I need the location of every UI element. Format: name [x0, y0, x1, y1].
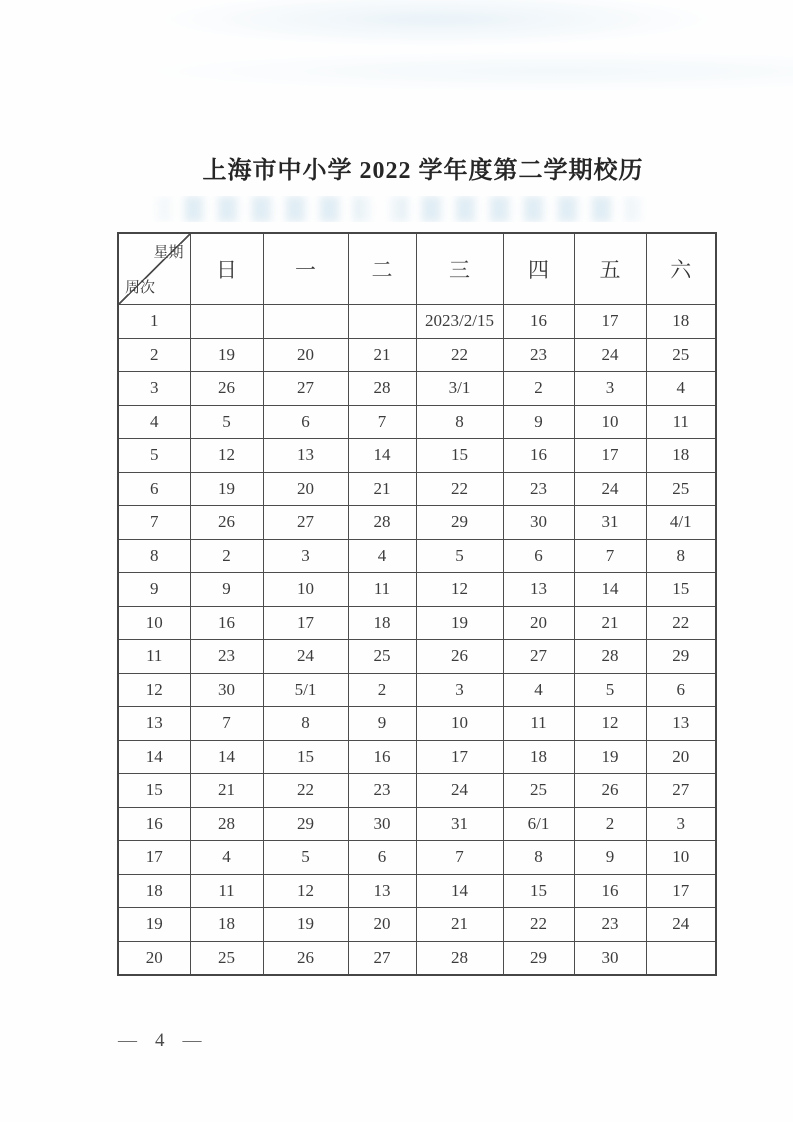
- date-cell: 24: [646, 908, 716, 942]
- date-cell: 8: [416, 405, 503, 439]
- date-cell: 6: [348, 841, 416, 875]
- week-number-cell: 1: [118, 305, 190, 339]
- date-cell: 16: [503, 305, 574, 339]
- date-cell: 14: [348, 439, 416, 473]
- date-cell: 26: [190, 372, 263, 406]
- date-cell: 15: [416, 439, 503, 473]
- date-cell: 5: [263, 841, 348, 875]
- date-cell: 10: [574, 405, 646, 439]
- table-row: [118, 506, 716, 540]
- week-number-cell: 15: [118, 774, 190, 808]
- week-number-cell: 8: [118, 539, 190, 573]
- week-number-cell: 14: [118, 740, 190, 774]
- date-cell: 6: [503, 539, 574, 573]
- date-cell: 28: [190, 807, 263, 841]
- date-cell: 4: [646, 372, 716, 406]
- date-cell: 14: [574, 573, 646, 607]
- table-row: [118, 439, 716, 473]
- date-cell: 17: [263, 606, 348, 640]
- date-cell: 14: [190, 740, 263, 774]
- date-cell: 11: [348, 573, 416, 607]
- date-cell: 20: [646, 740, 716, 774]
- date-cell: 31: [574, 506, 646, 540]
- date-cell: 19: [190, 338, 263, 372]
- week-number-cell: 4: [118, 405, 190, 439]
- date-cell: 30: [190, 673, 263, 707]
- corner-label-weekday: 星期: [153, 245, 184, 261]
- date-cell: 8: [263, 707, 348, 741]
- week-number-cell: 2: [118, 338, 190, 372]
- date-cell: 3: [646, 807, 716, 841]
- day-header-cell: 二: [348, 233, 416, 305]
- footer-right-dash: —: [182, 1030, 202, 1051]
- date-cell: 7: [348, 405, 416, 439]
- week-number-cell: 3: [118, 372, 190, 406]
- table-row: [118, 941, 716, 975]
- date-cell: 30: [574, 941, 646, 975]
- table-row: [118, 841, 716, 875]
- table-row: [118, 707, 716, 741]
- table-row: [118, 573, 716, 607]
- date-cell: 23: [348, 774, 416, 808]
- week-number-cell: 10: [118, 606, 190, 640]
- date-cell: 7: [190, 707, 263, 741]
- date-cell: 23: [503, 472, 574, 506]
- corner-label-weeknum: 周次: [125, 280, 156, 296]
- date-cell: 2: [503, 372, 574, 406]
- table-row: [118, 405, 716, 439]
- date-cell: 27: [348, 941, 416, 975]
- date-cell: 8: [503, 841, 574, 875]
- date-cell: 9: [348, 707, 416, 741]
- week-number-cell: 18: [118, 874, 190, 908]
- date-cell: 16: [190, 606, 263, 640]
- date-cell: 15: [503, 874, 574, 908]
- week-number-cell: 12: [118, 673, 190, 707]
- date-cell: 20: [503, 606, 574, 640]
- week-number-cell: 11: [118, 640, 190, 674]
- day-header-cell: 一: [263, 233, 348, 305]
- date-cell: 9: [503, 405, 574, 439]
- table-row: [118, 774, 716, 808]
- date-cell: 15: [263, 740, 348, 774]
- date-cell: 20: [348, 908, 416, 942]
- table-row: [118, 640, 716, 674]
- date-cell: 9: [190, 573, 263, 607]
- date-cell: 4: [348, 539, 416, 573]
- date-cell: 2: [574, 807, 646, 841]
- date-cell: 24: [574, 338, 646, 372]
- date-cell: 20: [263, 338, 348, 372]
- date-cell: 23: [574, 908, 646, 942]
- date-cell: 6: [263, 405, 348, 439]
- week-number-cell: 19: [118, 908, 190, 942]
- date-cell: 12: [574, 707, 646, 741]
- date-cell: 4: [503, 673, 574, 707]
- day-header-cell: 四: [503, 233, 574, 305]
- date-cell: 28: [574, 640, 646, 674]
- date-cell: 28: [416, 941, 503, 975]
- date-cell: 14: [416, 874, 503, 908]
- date-cell: 17: [574, 439, 646, 473]
- date-cell: 24: [263, 640, 348, 674]
- date-cell: 12: [190, 439, 263, 473]
- date-cell: 10: [416, 707, 503, 741]
- date-cell: 22: [503, 908, 574, 942]
- date-cell: 19: [574, 740, 646, 774]
- date-cell: 26: [263, 941, 348, 975]
- date-cell: 5: [574, 673, 646, 707]
- date-cell: 5: [190, 405, 263, 439]
- date-cell: [263, 305, 348, 339]
- date-cell: 13: [646, 707, 716, 741]
- week-number-cell: 20: [118, 941, 190, 975]
- table-row: [118, 539, 716, 573]
- date-cell: 26: [190, 506, 263, 540]
- page-footer: [118, 1030, 202, 1052]
- date-cell: [190, 305, 263, 339]
- date-cell: 21: [348, 472, 416, 506]
- date-cell: 13: [348, 874, 416, 908]
- date-cell: 22: [416, 338, 503, 372]
- date-cell: 27: [263, 372, 348, 406]
- date-cell: 22: [263, 774, 348, 808]
- date-cell: 7: [416, 841, 503, 875]
- date-cell: 22: [646, 606, 716, 640]
- footer-page-number: 4: [155, 1030, 165, 1051]
- bleed-through-artifact: [150, 196, 650, 222]
- date-cell: 25: [646, 338, 716, 372]
- table-row: [118, 472, 716, 506]
- date-cell: 30: [503, 506, 574, 540]
- date-cell: 15: [646, 573, 716, 607]
- date-cell: 4/1: [646, 506, 716, 540]
- day-header-cell: 五: [574, 233, 646, 305]
- date-cell: 10: [263, 573, 348, 607]
- table-row: [118, 606, 716, 640]
- page-title: 上海市中小学 2022 学年度第二学期校历: [202, 158, 644, 184]
- date-cell: 18: [190, 908, 263, 942]
- date-cell: 27: [263, 506, 348, 540]
- date-cell: 6: [646, 673, 716, 707]
- date-cell: 3/1: [416, 372, 503, 406]
- date-cell: 21: [574, 606, 646, 640]
- date-cell: 12: [416, 573, 503, 607]
- day-header-cell: 三: [416, 233, 503, 305]
- date-cell: 11: [503, 707, 574, 741]
- date-cell: 11: [646, 405, 716, 439]
- date-cell: 8: [646, 539, 716, 573]
- date-cell: 24: [416, 774, 503, 808]
- week-number-cell: 9: [118, 573, 190, 607]
- week-number-cell: 16: [118, 807, 190, 841]
- date-cell: 27: [646, 774, 716, 808]
- date-cell: 23: [503, 338, 574, 372]
- table-row: [118, 874, 716, 908]
- date-cell: 17: [646, 874, 716, 908]
- date-cell: 31: [416, 807, 503, 841]
- date-cell: 27: [503, 640, 574, 674]
- week-number-cell: 13: [118, 707, 190, 741]
- date-cell: 29: [503, 941, 574, 975]
- date-cell: 25: [503, 774, 574, 808]
- date-cell: 29: [416, 506, 503, 540]
- date-cell: 21: [190, 774, 263, 808]
- date-cell: 28: [348, 372, 416, 406]
- date-cell: 19: [416, 606, 503, 640]
- week-number-cell: 5: [118, 439, 190, 473]
- date-cell: 4: [190, 841, 263, 875]
- date-cell: 26: [574, 774, 646, 808]
- date-cell: 18: [348, 606, 416, 640]
- week-number-cell: 7: [118, 506, 190, 540]
- corner-cell: [118, 233, 190, 305]
- date-cell: 5/1: [263, 673, 348, 707]
- date-cell: 13: [263, 439, 348, 473]
- date-cell: 19: [263, 908, 348, 942]
- date-cell: 5: [416, 539, 503, 573]
- date-cell: 25: [646, 472, 716, 506]
- date-cell: 29: [646, 640, 716, 674]
- date-cell: 18: [646, 305, 716, 339]
- date-cell: 16: [503, 439, 574, 473]
- date-cell: 22: [416, 472, 503, 506]
- calendar-table: [117, 232, 717, 976]
- date-cell: 20: [263, 472, 348, 506]
- date-cell: 11: [190, 874, 263, 908]
- table-row: [118, 673, 716, 707]
- date-cell: 24: [574, 472, 646, 506]
- date-cell: 13: [503, 573, 574, 607]
- date-cell: 21: [416, 908, 503, 942]
- date-cell: 28: [348, 506, 416, 540]
- date-cell: 17: [574, 305, 646, 339]
- table-row: [118, 908, 716, 942]
- date-cell: 10: [646, 841, 716, 875]
- date-cell: 6/1: [503, 807, 574, 841]
- day-header-cell: 六: [646, 233, 716, 305]
- date-cell: 3: [263, 539, 348, 573]
- table-row: [118, 372, 716, 406]
- date-cell: 26: [416, 640, 503, 674]
- week-number-cell: 17: [118, 841, 190, 875]
- date-cell: 16: [574, 874, 646, 908]
- date-cell: 25: [348, 640, 416, 674]
- date-cell: 2: [348, 673, 416, 707]
- date-cell: 3: [416, 673, 503, 707]
- date-cell: 3: [574, 372, 646, 406]
- date-cell: 18: [503, 740, 574, 774]
- date-cell: 16: [348, 740, 416, 774]
- table-header-row: [118, 233, 716, 305]
- date-cell: 7: [574, 539, 646, 573]
- date-cell: 9: [574, 841, 646, 875]
- table-row: [118, 807, 716, 841]
- date-cell: 19: [190, 472, 263, 506]
- scan-artifact: [0, 0, 793, 130]
- date-cell: 12: [263, 874, 348, 908]
- date-cell: 2023/2/15: [416, 305, 503, 339]
- date-cell: 17: [416, 740, 503, 774]
- date-cell: [646, 941, 716, 975]
- week-number-cell: 6: [118, 472, 190, 506]
- date-cell: 18: [646, 439, 716, 473]
- day-header-cell: 日: [190, 233, 263, 305]
- table-row: [118, 338, 716, 372]
- footer-left-dash: —: [118, 1030, 137, 1051]
- date-cell: [348, 305, 416, 339]
- date-cell: 25: [190, 941, 263, 975]
- date-cell: 21: [348, 338, 416, 372]
- date-cell: 23: [190, 640, 263, 674]
- table-row: [118, 740, 716, 774]
- table-row: [118, 305, 716, 339]
- date-cell: 30: [348, 807, 416, 841]
- date-cell: 2: [190, 539, 263, 573]
- date-cell: 29: [263, 807, 348, 841]
